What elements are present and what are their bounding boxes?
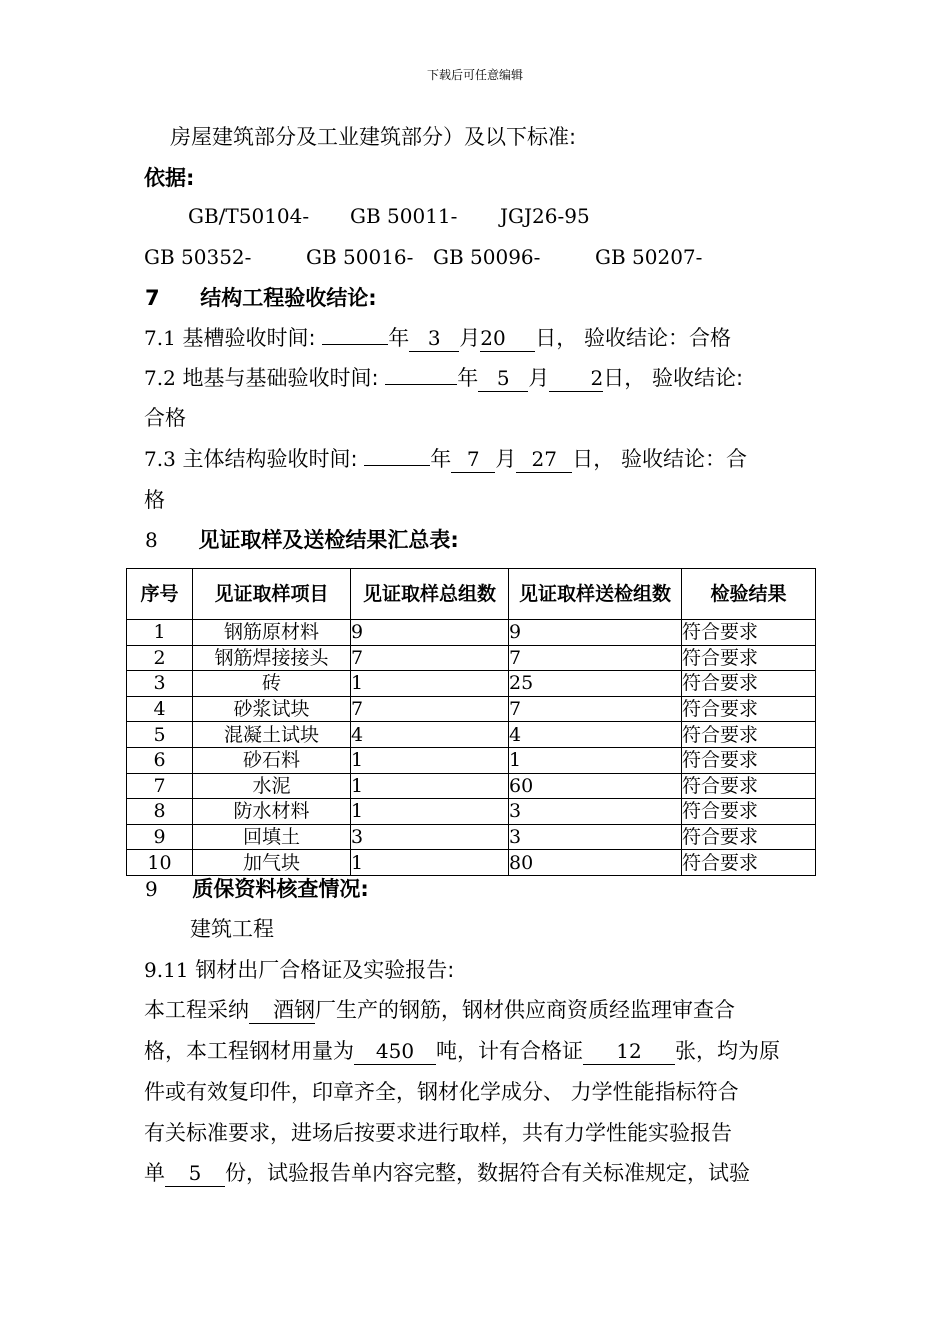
cell-result: 符合要求 xyxy=(682,824,816,850)
cell-submitted: 25 xyxy=(509,671,682,697)
cell-item: 钢筋原材料 xyxy=(193,620,351,646)
text-run: 单 xyxy=(144,1161,165,1185)
year-word: 年 xyxy=(430,447,452,471)
para-line-5 xyxy=(144,1157,750,1189)
standard-code: GB 50352- xyxy=(144,245,252,269)
item-label: 主体结构验收时间: xyxy=(182,447,358,471)
cell-total: 1 xyxy=(351,747,509,773)
table-row xyxy=(127,645,816,671)
section-number: 9 xyxy=(145,877,158,901)
para-line-3: 件或有效复印件，印章齐全，钢材化学成分、 力学性能指标符合 xyxy=(144,1080,739,1104)
cell-submitted: 7 xyxy=(509,696,682,722)
year-blank xyxy=(364,465,430,466)
cell-index: 8 xyxy=(127,799,193,825)
cell-item: 防水材料 xyxy=(193,799,351,825)
item-9-11 xyxy=(144,954,454,986)
standard-code: GB 50096- xyxy=(433,245,541,269)
section-9-heading xyxy=(145,873,369,905)
item-7-2 xyxy=(144,362,743,394)
cell-item: 加气块 xyxy=(193,850,351,876)
month-word: 月 xyxy=(528,366,550,390)
cell-result: 符合要求 xyxy=(682,671,816,697)
cell-result: 符合要求 xyxy=(682,850,816,876)
item-number: 9.11 xyxy=(144,958,189,982)
cell-submitted: 1 xyxy=(509,747,682,773)
text-run: 格，本工程钢材用量为 xyxy=(144,1039,354,1063)
basis-label: 依据: xyxy=(144,166,195,190)
cell-total: 3 xyxy=(351,824,509,850)
cell-index: 9 xyxy=(127,824,193,850)
cell-item: 砂浆试块 xyxy=(193,696,351,722)
cell-index: 6 xyxy=(127,747,193,773)
table-row xyxy=(127,773,816,799)
table-row xyxy=(127,722,816,748)
table-row xyxy=(127,824,816,850)
cell-submitted: 7 xyxy=(509,645,682,671)
day-value: 2 xyxy=(549,365,603,392)
cell-submitted: 9 xyxy=(509,620,682,646)
year-word: 年 xyxy=(457,366,479,390)
item-label: 地基与基础验收时间: xyxy=(182,366,379,390)
section-title: 质保资料核查情况: xyxy=(192,877,369,901)
text-run: 吨，计有合格证 xyxy=(436,1039,583,1063)
cell-submitted: 4 xyxy=(509,722,682,748)
standard-code: GB 50016- xyxy=(306,245,414,269)
col-header-total-groups: 见证取样总组数 xyxy=(351,569,509,620)
section-title: 结构工程验收结论: xyxy=(200,286,377,310)
month-value: 5 xyxy=(478,365,528,392)
item-title: 钢材出厂合格证及实验报告: xyxy=(195,958,455,982)
col-header-index: 序号 xyxy=(127,569,193,620)
page-header: 下载后可任意编辑 xyxy=(426,68,523,82)
section-7-heading xyxy=(145,282,377,314)
intro-line: 房屋建筑部分及工业建筑部分）及以下标准: xyxy=(170,125,577,149)
cell-result: 符合要求 xyxy=(682,620,816,646)
cell-result: 符合要求 xyxy=(682,773,816,799)
day-word: 日， xyxy=(603,366,646,390)
item-number: 7.1 xyxy=(144,326,176,350)
cell-total: 1 xyxy=(351,850,509,876)
steel-quantity-value: 450 xyxy=(354,1038,436,1065)
month-value: 7 xyxy=(451,446,495,473)
year-blank xyxy=(322,344,388,345)
table-row xyxy=(127,799,816,825)
table-row xyxy=(127,620,816,646)
col-header-result: 检验结果 xyxy=(682,569,816,620)
conclusion: 验收结论：合格 xyxy=(583,326,731,350)
cell-item: 砂石料 xyxy=(193,747,351,773)
day-word: 日， xyxy=(535,326,578,350)
day-value: 20 xyxy=(480,325,535,352)
cell-item: 砖 xyxy=(193,671,351,697)
cell-submitted: 60 xyxy=(509,773,682,799)
cell-total: 1 xyxy=(351,773,509,799)
day-word: 日， xyxy=(572,447,615,471)
cell-item: 混凝土试块 xyxy=(193,722,351,748)
col-header-item: 见证取样项目 xyxy=(193,569,351,620)
cell-total: 7 xyxy=(351,645,509,671)
cell-result: 符合要求 xyxy=(682,722,816,748)
month-word: 月 xyxy=(459,326,481,350)
cell-result: 符合要求 xyxy=(682,747,816,773)
conclusion: 验收结论: xyxy=(651,366,744,390)
cell-total: 1 xyxy=(351,671,509,697)
cell-total: 7 xyxy=(351,696,509,722)
para-line-4: 有关标准要求，进场后按要求进行取样，共有力学性能实验报告 xyxy=(144,1121,732,1145)
cell-index: 4 xyxy=(127,696,193,722)
section-8-heading xyxy=(145,524,459,556)
year-blank xyxy=(385,384,457,385)
certificate-count-value: 12 xyxy=(583,1038,675,1065)
item-label: 基槽验收时间: xyxy=(182,326,316,350)
cell-index: 7 xyxy=(127,773,193,799)
section-title: 见证取样及送检结果汇总表: xyxy=(198,528,459,552)
report-count-value: 5 xyxy=(165,1160,225,1187)
cell-submitted: 3 xyxy=(509,824,682,850)
manufacturer-value: 酒钢 xyxy=(249,997,315,1024)
table-header-row xyxy=(127,569,816,620)
item-number: 7.3 xyxy=(144,447,176,471)
day-value: 27 xyxy=(516,446,572,473)
cell-item: 水泥 xyxy=(193,773,351,799)
item-7-2-wrap: 合格 xyxy=(144,406,186,430)
conclusion: 验收结论：合 xyxy=(620,447,747,471)
cell-index: 2 xyxy=(127,645,193,671)
text-run: 份，试验报告单内容完整，数据符合有关标准规定，试验 xyxy=(225,1161,750,1185)
sampling-results-table xyxy=(126,568,816,876)
table-row xyxy=(127,850,816,876)
cell-index: 5 xyxy=(127,722,193,748)
section-number: 7 xyxy=(145,286,160,310)
item-7-3-wrap: 格 xyxy=(144,488,165,512)
table-row xyxy=(127,671,816,697)
year-word: 年 xyxy=(388,326,410,350)
cell-total: 4 xyxy=(351,722,509,748)
cell-total: 1 xyxy=(351,799,509,825)
standard-code: GB 50207- xyxy=(595,245,703,269)
cell-index: 10 xyxy=(127,850,193,876)
standard-code: JGJ26-95 xyxy=(500,204,590,228)
table-row xyxy=(127,747,816,773)
cell-result: 符合要求 xyxy=(682,645,816,671)
sub-heading: 建筑工程 xyxy=(190,917,274,941)
table-row xyxy=(127,696,816,722)
cell-total: 9 xyxy=(351,620,509,646)
cell-submitted: 80 xyxy=(509,850,682,876)
para-line-1 xyxy=(144,994,735,1026)
cell-item: 回填土 xyxy=(193,824,351,850)
text-run: 厂生产的钢筋，钢材供应商资质经监理审查合 xyxy=(315,998,735,1022)
cell-submitted: 3 xyxy=(509,799,682,825)
cell-result: 符合要求 xyxy=(682,799,816,825)
cell-result: 符合要求 xyxy=(682,696,816,722)
item-7-1 xyxy=(144,322,731,354)
col-header-submitted-groups: 见证取样送检组数 xyxy=(509,569,682,620)
item-number: 7.2 xyxy=(144,366,176,390)
cell-index: 3 xyxy=(127,671,193,697)
month-word: 月 xyxy=(495,447,517,471)
month-value: 3 xyxy=(409,325,459,352)
cell-item: 钢筋焊接接头 xyxy=(193,645,351,671)
standard-code: GB/T50104- xyxy=(188,204,310,228)
para-line-2 xyxy=(144,1035,780,1067)
item-7-3 xyxy=(144,443,747,475)
text-run: 本工程采纳 xyxy=(144,998,249,1022)
cell-index: 1 xyxy=(127,620,193,646)
standard-code: GB 50011- xyxy=(350,204,458,228)
text-run: 张，均为原 xyxy=(675,1039,780,1063)
section-number: 8 xyxy=(145,528,158,552)
